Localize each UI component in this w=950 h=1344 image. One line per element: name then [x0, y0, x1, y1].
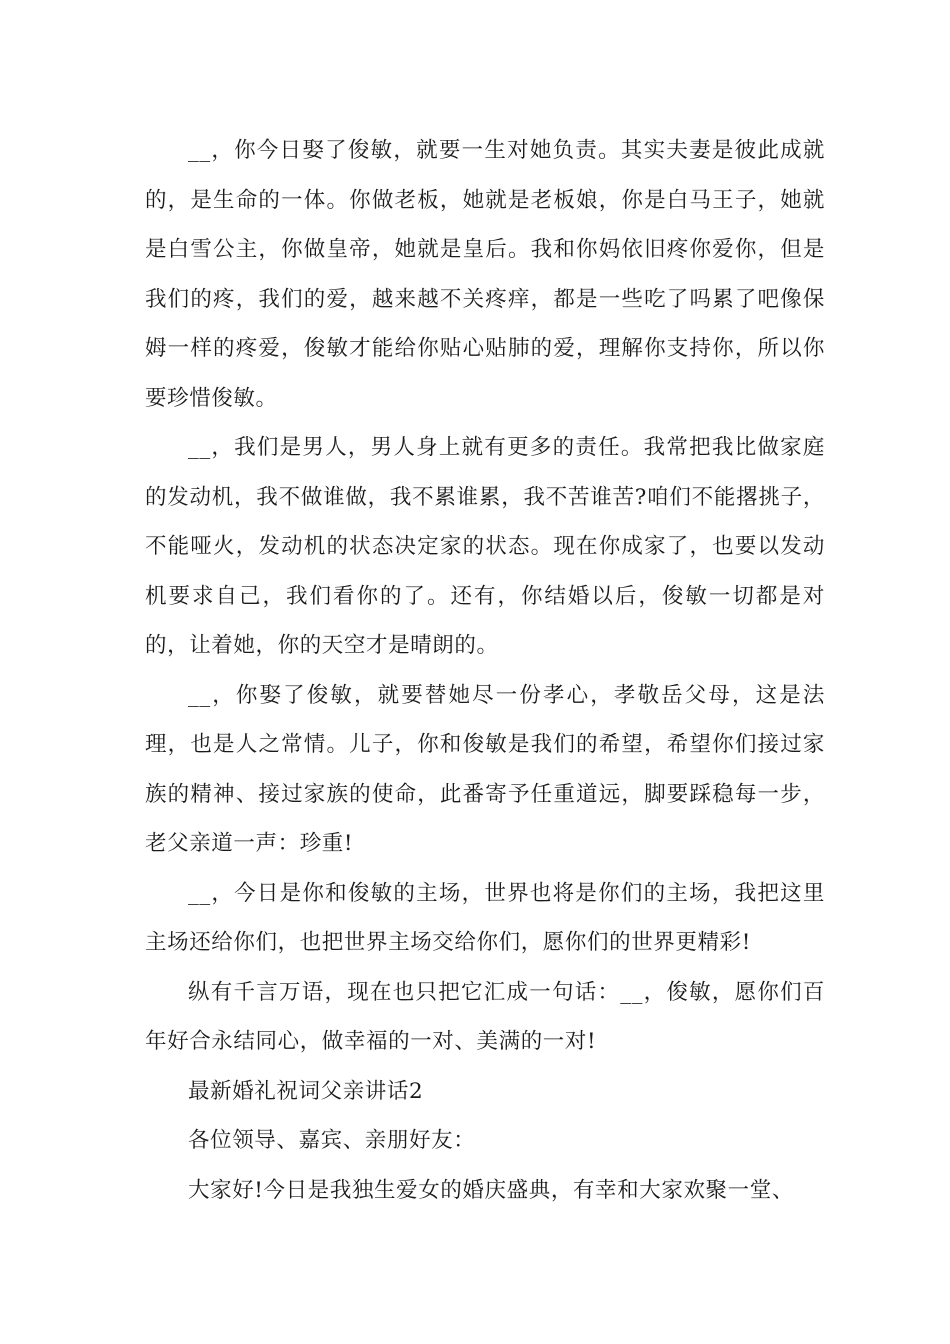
paragraph-4: __，今日是你和俊敏的主场，世界也将是你们的主场，我把这里主场还给你们，也把世界主场交给你们，愿你们的世界更精彩! [145, 880, 825, 955]
paragraph-1: __，你今日娶了俊敏，就要一生对她负责。其实夫妻是彼此成就的，是生命的一体。你做老板，她就是老板娘，你是白马王子，她就是白雪公主，你做皇帝，她就是皇后。我和你妈依旧疼你爱你，但是我们的疼，我们的爱，越来越不关疼痒，都是一些吃了吗累了吧像保姆一样的疼爱，俊敏才能给你贴心贴肺的爱，理解你支持你，所以你要珍惜俊敏。 [145, 138, 825, 411]
paragraph-3: __，你娶了俊敏，就要替她尽一份孝心，孝敬岳父母，这是法理，也是人之常情。儿子，你和俊敏是我们的希望，希望你们接过家族的精神、接过家族的使命，此番寄予任重道远，脚要踩稳每一步，老父亲道一声：珍重! [145, 682, 825, 856]
document-page [145, 126, 825, 1215]
section-heading: 最新婚礼祝词父亲讲话2 [188, 1078, 424, 1104]
salutation: 各位领导、嘉宾、亲朋好友： [188, 1128, 476, 1153]
paragraph-2: __，我们是男人，男人身上就有更多的责任。我常把我比做家庭的发动机，我不做谁做，我不累谁累，我不苦谁苦?咱们不能撂挑子，不能哑火，发动机的状态决定家的状态。现在你成家了，也要以发动机要求自己，我们看你的了。还有，你结婚以后，俊敏一切都是对的，让着她，你的天空才是晴朗的。 [145, 435, 825, 658]
opening-line: 大家好!今日是我独生爱女的婚庆盛典，有幸和大家欢聚一堂、 [188, 1177, 794, 1203]
paragraph-5: 纵有千言万语，现在也只把它汇成一句话：__，俊敏，愿你们百年好合永结同心，做幸福的一对、美满的一对! [145, 979, 825, 1054]
